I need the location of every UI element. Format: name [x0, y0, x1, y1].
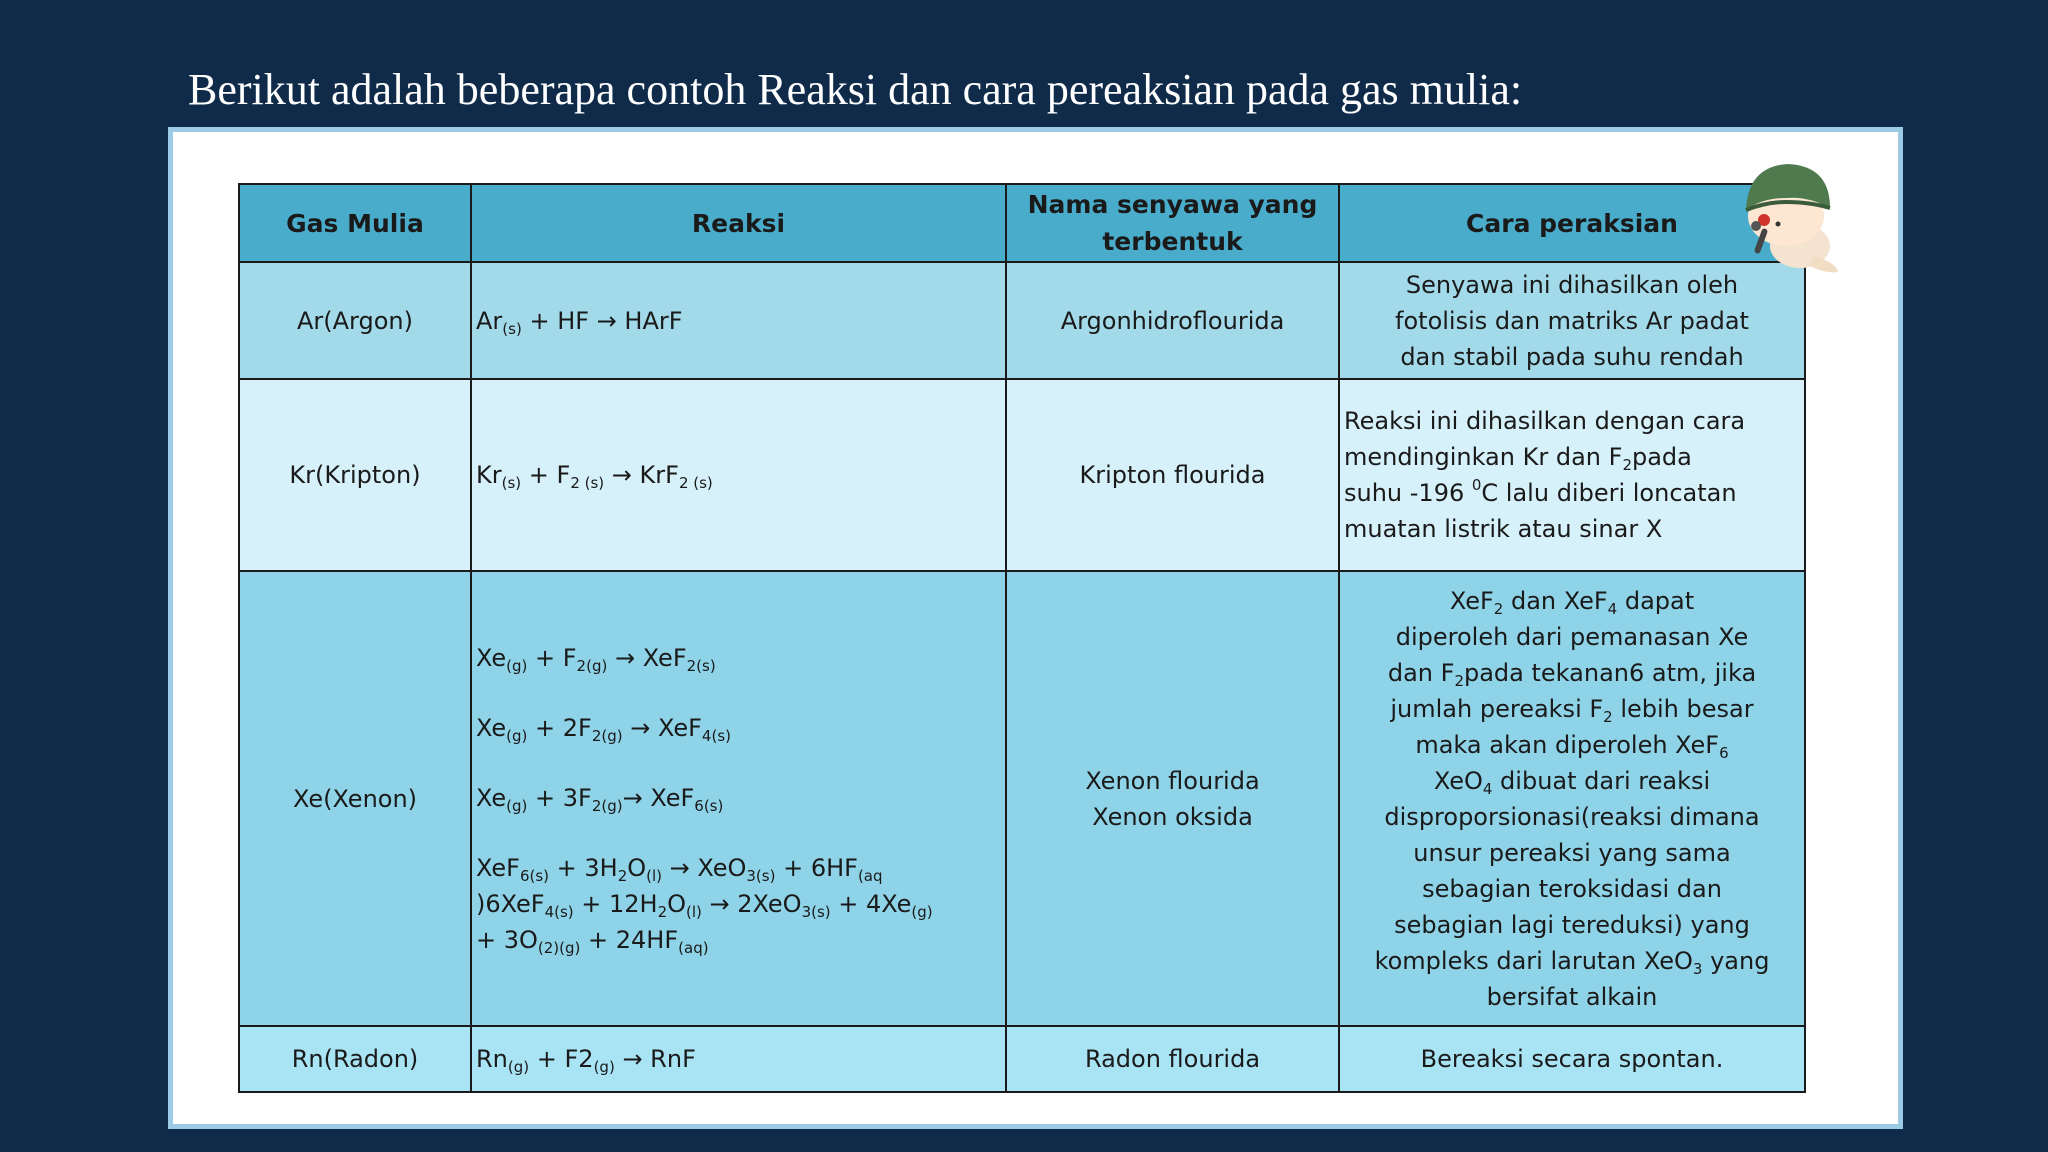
subscript: 2(g) [591, 726, 623, 745]
text-run: pada [1631, 443, 1692, 471]
subscript: (g) [911, 902, 933, 921]
text-run: + 6HF [775, 853, 858, 882]
rich-line [1344, 727, 1800, 763]
gas-cell: Ar(Argon) [239, 262, 471, 379]
rich-line [1344, 619, 1800, 655]
rich-line [1344, 835, 1800, 871]
table-row-radon [239, 1026, 1805, 1092]
subscript: (g) [506, 796, 528, 815]
text-run: suhu -196 [1344, 479, 1472, 507]
superscript: 0 [1471, 476, 1482, 494]
table-header-row [239, 184, 1805, 262]
soldier-mascot-icon [1738, 158, 1843, 276]
subscript: (l) [646, 866, 662, 885]
cell-line: Kripton flourida [1079, 461, 1266, 489]
text-run: disproporsionasi(reaksi dimana [1384, 802, 1760, 831]
compound-name-cell [1006, 262, 1339, 379]
table-row-xenon [239, 571, 1805, 1026]
subscript: 2 [1454, 671, 1464, 690]
subscript: 2(g) [591, 796, 623, 815]
text-run: pada tekanan6 atm, jika [1463, 658, 1757, 687]
subscript: 2 (s) [570, 474, 605, 492]
subscript: (aq) [678, 938, 709, 957]
rich-line [1344, 439, 1800, 475]
text-run: + 3O [476, 925, 538, 954]
text-run: dan F [1387, 658, 1455, 687]
text-run: + F2 [529, 1045, 594, 1073]
text-run: → XeF [622, 713, 702, 742]
text-run: O [627, 853, 647, 882]
method-cell [1339, 1026, 1805, 1092]
text-run: → KrF [604, 461, 679, 489]
text-run: kompleks dari larutan XeO [1374, 946, 1693, 975]
subscript: (s) [501, 474, 522, 492]
text-run: Senyawa ini dihasilkan oleh [1405, 270, 1739, 299]
text-run: + 12H [573, 889, 658, 918]
rich-line [476, 1041, 1001, 1077]
text-run: XeF [476, 853, 520, 882]
subscript: (g) [506, 726, 528, 745]
table-row-kripton [239, 379, 1805, 571]
rich-line [1344, 943, 1800, 979]
rich-line [1344, 583, 1800, 619]
text-run: + 3H [549, 853, 618, 882]
rich-line [1344, 799, 1800, 835]
text-run: Bereaksi secara spontan. [1420, 1045, 1724, 1073]
cell-line: Argonhidroflourida [1060, 306, 1285, 335]
rich-line [1344, 511, 1800, 547]
header-cara-peraksian: Cara peraksian [1339, 184, 1805, 262]
text-run: fotolisis dan matriks Ar padat [1395, 306, 1749, 335]
gas-cell: Rn(Radon) [239, 1026, 471, 1092]
rich-line [476, 780, 1001, 816]
subscript: 2(g) [576, 656, 608, 675]
text-run: dibuat dari reaksi [1492, 766, 1711, 795]
rich-line [1344, 763, 1800, 799]
cell-line: Xenon flourida [1085, 766, 1260, 795]
subscript: (aq [857, 866, 883, 885]
cell-line: Xenon oksida [1092, 802, 1253, 831]
subscript: (s) [502, 319, 522, 338]
subscript: 2 [1493, 599, 1504, 618]
rich-line [1344, 475, 1800, 511]
header-gas-mulia: Gas Mulia [239, 184, 471, 262]
rich-line [1344, 339, 1800, 375]
text-run: )6XeF [476, 889, 545, 918]
gas-cell: Kr(Kripton) [239, 379, 471, 571]
text-run: + 3F [527, 783, 592, 812]
subscript: 2 [617, 866, 628, 885]
subscript: (g) [506, 656, 528, 675]
rich-line [1344, 1041, 1800, 1077]
text-run: → RnF [614, 1045, 696, 1073]
subscript: 6 [1719, 743, 1729, 762]
text-run: unsur pereaksi yang sama [1413, 838, 1731, 867]
text-run: + F [527, 643, 577, 672]
rich-line [1344, 907, 1800, 943]
reaction-cell [471, 379, 1006, 571]
subscript: 2 [1622, 456, 1632, 474]
rich-line [476, 710, 1001, 746]
text-run: → XeO [662, 853, 747, 882]
subscript: 3(s) [746, 866, 776, 885]
text-run: mendinginkan Kr dan F [1344, 443, 1623, 471]
text-run: → XeF [622, 783, 695, 812]
text-run: → 2XeO [701, 889, 802, 918]
reaction-cell [471, 1026, 1006, 1092]
header-reaksi: Reaksi [471, 184, 1006, 262]
compound-name-cell [1006, 1026, 1339, 1092]
text-run: Ar [476, 306, 503, 335]
text-run: sebagian lagi tereduksi) yang [1394, 910, 1750, 939]
subscript: 2 [1603, 707, 1613, 726]
rich-line [1344, 403, 1800, 439]
text-run: → XeF [607, 643, 687, 672]
text-run: + F [521, 461, 571, 489]
subscript: 3(s) [801, 902, 831, 921]
rich-line [476, 886, 1001, 922]
subscript: (g) [593, 1058, 615, 1076]
text-run: XeF [1449, 586, 1494, 615]
text-run: sebagian teroksidasi dan [1422, 874, 1722, 903]
rich-line [476, 457, 1001, 493]
text-run: Xe [476, 643, 507, 672]
subscript: 4(s) [701, 726, 731, 745]
subscript: (l) [686, 902, 702, 921]
rich-line [476, 640, 1001, 676]
subscript: 6(s) [694, 796, 724, 815]
reaction-cell [471, 571, 1006, 1026]
text-run: yang [1702, 946, 1770, 975]
text-run: muatan listrik atau sinar X [1344, 515, 1663, 543]
subscript: 4 [1607, 599, 1618, 618]
rich-line [1344, 979, 1800, 1015]
gas-cell: Xe(Xenon) [239, 571, 471, 1026]
text-run: jumlah pereaksi F [1390, 694, 1604, 723]
subscript: 6(s) [519, 866, 549, 885]
text-run: lebih besar [1612, 694, 1754, 723]
text-run: XeO [1433, 766, 1483, 795]
text-run: + 4Xe [830, 889, 912, 918]
subscript: 2 [657, 902, 668, 921]
subscript: 4 [1482, 779, 1493, 798]
method-cell [1339, 571, 1805, 1026]
compound-name-cell [1006, 379, 1339, 571]
text-run: + 24HF [580, 925, 679, 954]
text-run: diperoleh dari pemanasan Xe [1395, 622, 1749, 651]
text-run: bersifat alkain [1486, 982, 1658, 1011]
slide-title: Berikut adalah beberapa contoh Reaksi dan cara pereaksian pada gas mulia: [188, 65, 1523, 114]
text-run: Xe [476, 783, 507, 812]
rich-line [476, 850, 1001, 886]
text-run: dapat [1617, 586, 1695, 615]
text-run: Reaksi ini dihasilkan dengan cara [1344, 407, 1746, 435]
cell-line: Radon flourida [1084, 1045, 1261, 1073]
text-run: + HF → HArF [521, 306, 683, 335]
subscript: (g) [507, 1058, 530, 1076]
text-run: dan stabil pada suhu rendah [1400, 342, 1744, 371]
compound-name-cell [1006, 571, 1339, 1026]
rich-line [1344, 871, 1800, 907]
text-run: maka akan diperoleh XeF [1415, 730, 1720, 759]
table-row-argon [239, 262, 1805, 379]
method-cell [1339, 379, 1805, 571]
rich-line [1344, 303, 1800, 339]
subscript: 2(s) [686, 656, 716, 675]
rich-line [1344, 267, 1800, 303]
subscript: (2)(g) [537, 938, 581, 957]
text-run: dan XeF [1503, 586, 1608, 615]
text-run: Rn [476, 1045, 508, 1073]
text-run: + 2F [527, 713, 592, 742]
subscript: 3 [1692, 959, 1703, 978]
text-run: Kr [476, 461, 502, 489]
method-cell [1339, 262, 1805, 379]
rich-line [1344, 691, 1800, 727]
reaction-cell [471, 262, 1006, 379]
rich-line [476, 922, 1001, 958]
subscript: 2 (s) [678, 474, 713, 492]
text-run: Xe [476, 713, 507, 742]
text-run: O [667, 889, 687, 918]
rich-line [1344, 655, 1800, 691]
rich-line [476, 303, 1001, 339]
text-run: C lalu diberi loncatan [1481, 479, 1737, 507]
header-nama-senyawa: Nama senyawa yang terbentuk [1006, 184, 1339, 262]
subscript: 4(s) [544, 902, 574, 921]
noble-gas-reaction-table [238, 183, 1806, 1093]
